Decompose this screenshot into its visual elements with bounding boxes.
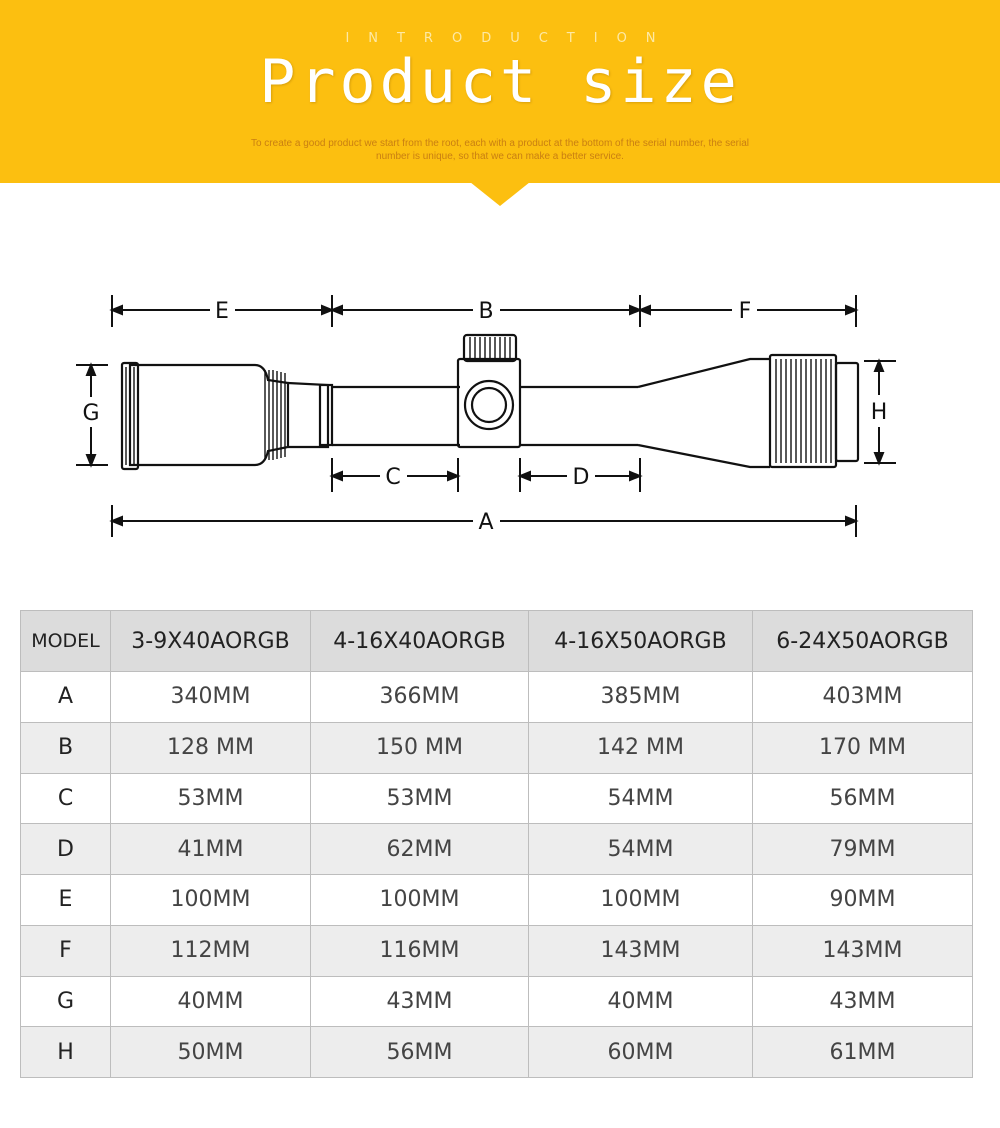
table-cell: 100MM xyxy=(311,875,529,926)
dimension-row-label: F xyxy=(21,925,111,976)
dimension-label-a: A xyxy=(478,510,494,535)
model-column-header: 6-24X50AORGB xyxy=(753,611,973,672)
table-cell: 40MM xyxy=(111,976,311,1027)
table-cell: 403MM xyxy=(753,672,973,723)
table-cell: 50MM xyxy=(111,1027,311,1078)
table-cell: 385MM xyxy=(529,672,753,723)
dimension-label-f: F xyxy=(738,299,752,324)
table-cell: 366MM xyxy=(311,672,529,723)
table-cell: 116MM xyxy=(311,925,529,976)
table-cell: 150 MM xyxy=(311,722,529,773)
dimension-label-e: E xyxy=(215,299,229,324)
table-cell: 143MM xyxy=(529,925,753,976)
dimension-row-label: H xyxy=(21,1027,111,1078)
model-column-header: 4-16X50AORGB xyxy=(529,611,753,672)
dimension-label-h: H xyxy=(870,400,888,425)
table-row xyxy=(21,1027,973,1078)
dimension-row-label: B xyxy=(21,722,111,773)
table-header-row xyxy=(21,611,973,672)
table-cell: 112MM xyxy=(111,925,311,976)
table-row xyxy=(21,773,973,824)
table-row xyxy=(21,875,973,926)
table-row xyxy=(21,976,973,1027)
table-cell: 79MM xyxy=(753,824,973,875)
dimension-label-g: G xyxy=(82,401,100,426)
dimension-row-label: C xyxy=(21,773,111,824)
table-cell: 54MM xyxy=(529,824,753,875)
table-cell: 56MM xyxy=(753,773,973,824)
model-column-header: 3-9X40AORGB xyxy=(111,611,311,672)
dimension-row-label: D xyxy=(21,824,111,875)
table-cell: 340MM xyxy=(111,672,311,723)
table-cell: 142 MM xyxy=(529,722,753,773)
dimension-row-label: G xyxy=(21,976,111,1027)
dimension-row-label: A xyxy=(21,672,111,723)
table-row xyxy=(21,925,973,976)
model-column-header: 4-16X40AORGB xyxy=(311,611,529,672)
size-spec-table xyxy=(20,610,973,1078)
table-cell: 43MM xyxy=(753,976,973,1027)
table-row xyxy=(21,824,973,875)
table-cell: 170 MM xyxy=(753,722,973,773)
table-cell: 60MM xyxy=(529,1027,753,1078)
table-cell: 143MM xyxy=(753,925,973,976)
dimension-label-d: D xyxy=(572,465,590,490)
page-subtitle: To create a good product we start from the root, each with a product at the bottom of the serial number, the serial number is unique, so that we can make a better service. xyxy=(250,138,750,162)
header-banner xyxy=(0,0,1000,183)
table-row xyxy=(21,722,973,773)
table-cell: 128 MM xyxy=(111,722,311,773)
intro-kicker: INTRODUCTION xyxy=(345,31,675,46)
banner-pointer xyxy=(470,182,530,206)
table-cell: 61MM xyxy=(753,1027,973,1078)
table-cell: 41MM xyxy=(111,824,311,875)
table-cell: 56MM xyxy=(311,1027,529,1078)
model-header: MODEL xyxy=(21,611,111,672)
dimension-row-label: E xyxy=(21,875,111,926)
dimension-label-c: C xyxy=(385,465,401,490)
table-cell: 62MM xyxy=(311,824,529,875)
scope-dimension-diagram xyxy=(60,275,940,555)
table-cell: 90MM xyxy=(753,875,973,926)
table-cell: 53MM xyxy=(311,773,529,824)
table-row xyxy=(21,672,973,723)
table-cell: 43MM xyxy=(311,976,529,1027)
page-title: Product size xyxy=(259,47,741,117)
table-cell: 40MM xyxy=(529,976,753,1027)
dimension-label-b: B xyxy=(478,299,494,324)
table-cell: 53MM xyxy=(111,773,311,824)
table-cell: 100MM xyxy=(111,875,311,926)
table-cell: 100MM xyxy=(529,875,753,926)
table-cell: 54MM xyxy=(529,773,753,824)
